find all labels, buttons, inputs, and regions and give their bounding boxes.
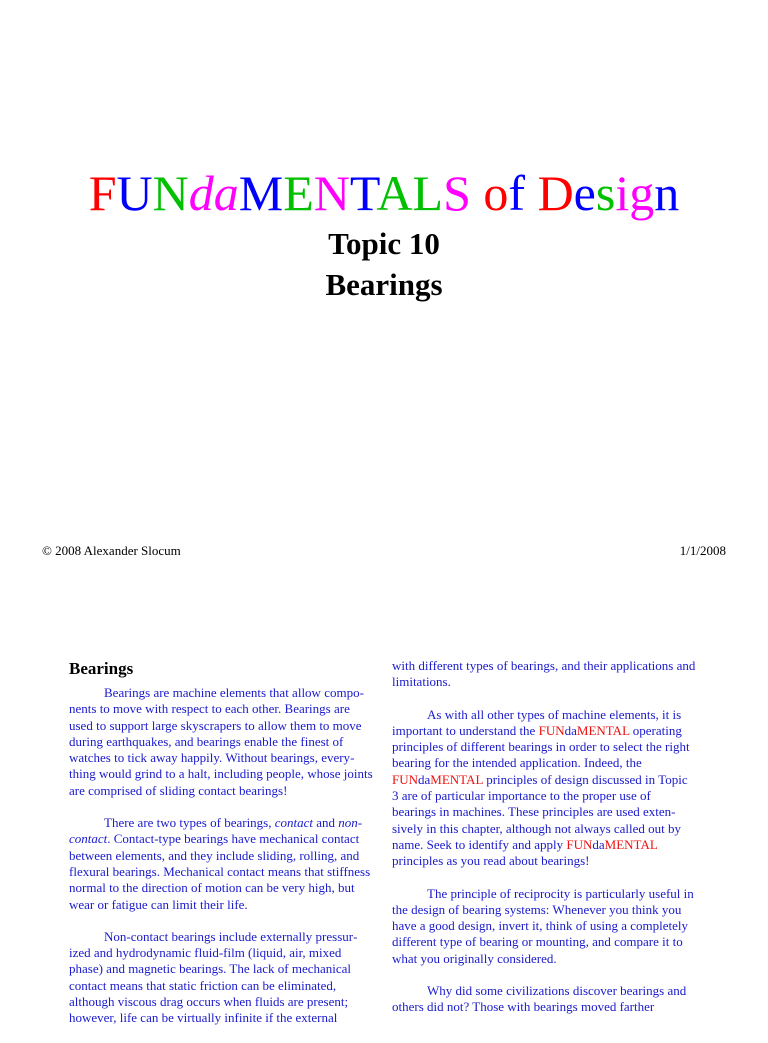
title-letter: U [116,165,153,221]
paragraph-text: da [418,771,431,787]
highlighted-text: MENTAL [430,771,483,787]
section-heading: Bearings [69,659,134,678]
paragraph-text: da [592,836,605,852]
highlighted-text: FUN [566,836,593,852]
title-letter: s [595,165,616,221]
title-letter: T [349,165,377,221]
paragraph-text: As with all other types of machine elements, it is important to understand the [392,706,682,738]
title-letter [525,165,538,221]
paragraph-text: Bearings are machine elements that allow components to move with respect to each other. Bearings are used to support large skyscrapers to allow them to move during earthquakes, and bearings enable the finest of watches to tick away happily. Without bearings, everything would grind to a halt, including people, whose joints are comprised of sliding contact bearings! [69,685,373,798]
paragraph-text: There are two types of bearings, [104,815,275,831]
paragraph [69,815,373,913]
title-letter: e [573,165,596,221]
title-letter [471,165,484,221]
left-column [69,658,373,1043]
highlighted-text: MENTAL [576,722,630,738]
title-letter: o [483,165,509,221]
title-letter: a [213,165,239,221]
paragraph-text: Why did some civilizations discover bearings and others did not? Those with bearings moved farther [392,983,687,1015]
paragraph-text: and [313,815,339,831]
highlighted-text: MENTAL [604,836,658,852]
main-title [0,163,768,223]
title-letter: N [152,165,189,221]
title-letter: g [629,165,655,221]
paragraph-text: operating principles of different bearings in order to select the right bearing for the intended application. Indeed, the [392,722,690,771]
highlighted-text: FUN [392,771,419,787]
title-letter: f [508,165,526,221]
title-letter: N [313,165,350,221]
emphasis-text: non-contact [69,815,363,847]
highlighted-text: FUN [538,722,565,738]
title-letter: E [283,165,314,221]
right-paragraphs [392,658,696,1016]
topic-number: Topic 10 [328,226,440,261]
emphasis-text: contact [274,815,314,831]
paragraph-text: The principle of reciprocity is particularly useful in the design of bearing systems: Whenever you think you have a good design, invert it, think of using a completely different type of bearing or mounting, and compare it to what you originally considered. [392,885,694,966]
title-letter: d [188,165,214,221]
paragraph [392,707,696,870]
title-block [0,163,768,305]
title-letter: F [88,165,117,221]
title-letter: i [615,165,630,221]
paragraph-text: da [564,722,577,738]
paragraph [69,929,373,1027]
copyright-notice: © 2008 Alexander Slocum [42,543,181,558]
title-letter: D [537,165,574,221]
title-letter: L [412,165,444,221]
topic-subject: Bearings [325,267,443,302]
title-letter: M [238,165,284,221]
title-letter: n [654,165,680,221]
title-letter: A [376,165,413,221]
paragraph-text: . Contact-type bearings have mechanical contact between elements, and they include sliding, rolling, and flexural bearings. Mechanical contact means that stiffness normal to the direction of motion can be very high, but wear or fatigue can limit their life. [69,831,371,912]
right-column [392,658,696,1032]
paragraph-text: with different types of bearings, and their applications and limitations. [392,658,696,690]
paragraph [69,685,373,799]
paragraph [392,886,696,967]
paragraph [392,658,696,691]
paragraph [392,983,696,1016]
paragraph-text: principles of design discussed in Topic 3 are of particular importance to the proper use of bearings in machines. These principles are used extensively in this chapter, although not always called out by name. Seek to identify and apply [392,771,688,852]
paragraph-text: Non-contact bearings include externally pressurized and hydrodynamic fluid-film (liquid, air, mixed phase) and magnetic bearings. The lack of mechanical contact means that static friction can be eliminated, although viscous drag occurs when fluids are present; however, life can be virtually infinite if the external [69,928,358,1026]
left-paragraphs [69,685,373,1027]
title-letter: S [443,165,471,221]
document-date: 1/1/2008 [679,543,726,558]
paragraph-text: principles as you read about bearings! [392,853,590,869]
